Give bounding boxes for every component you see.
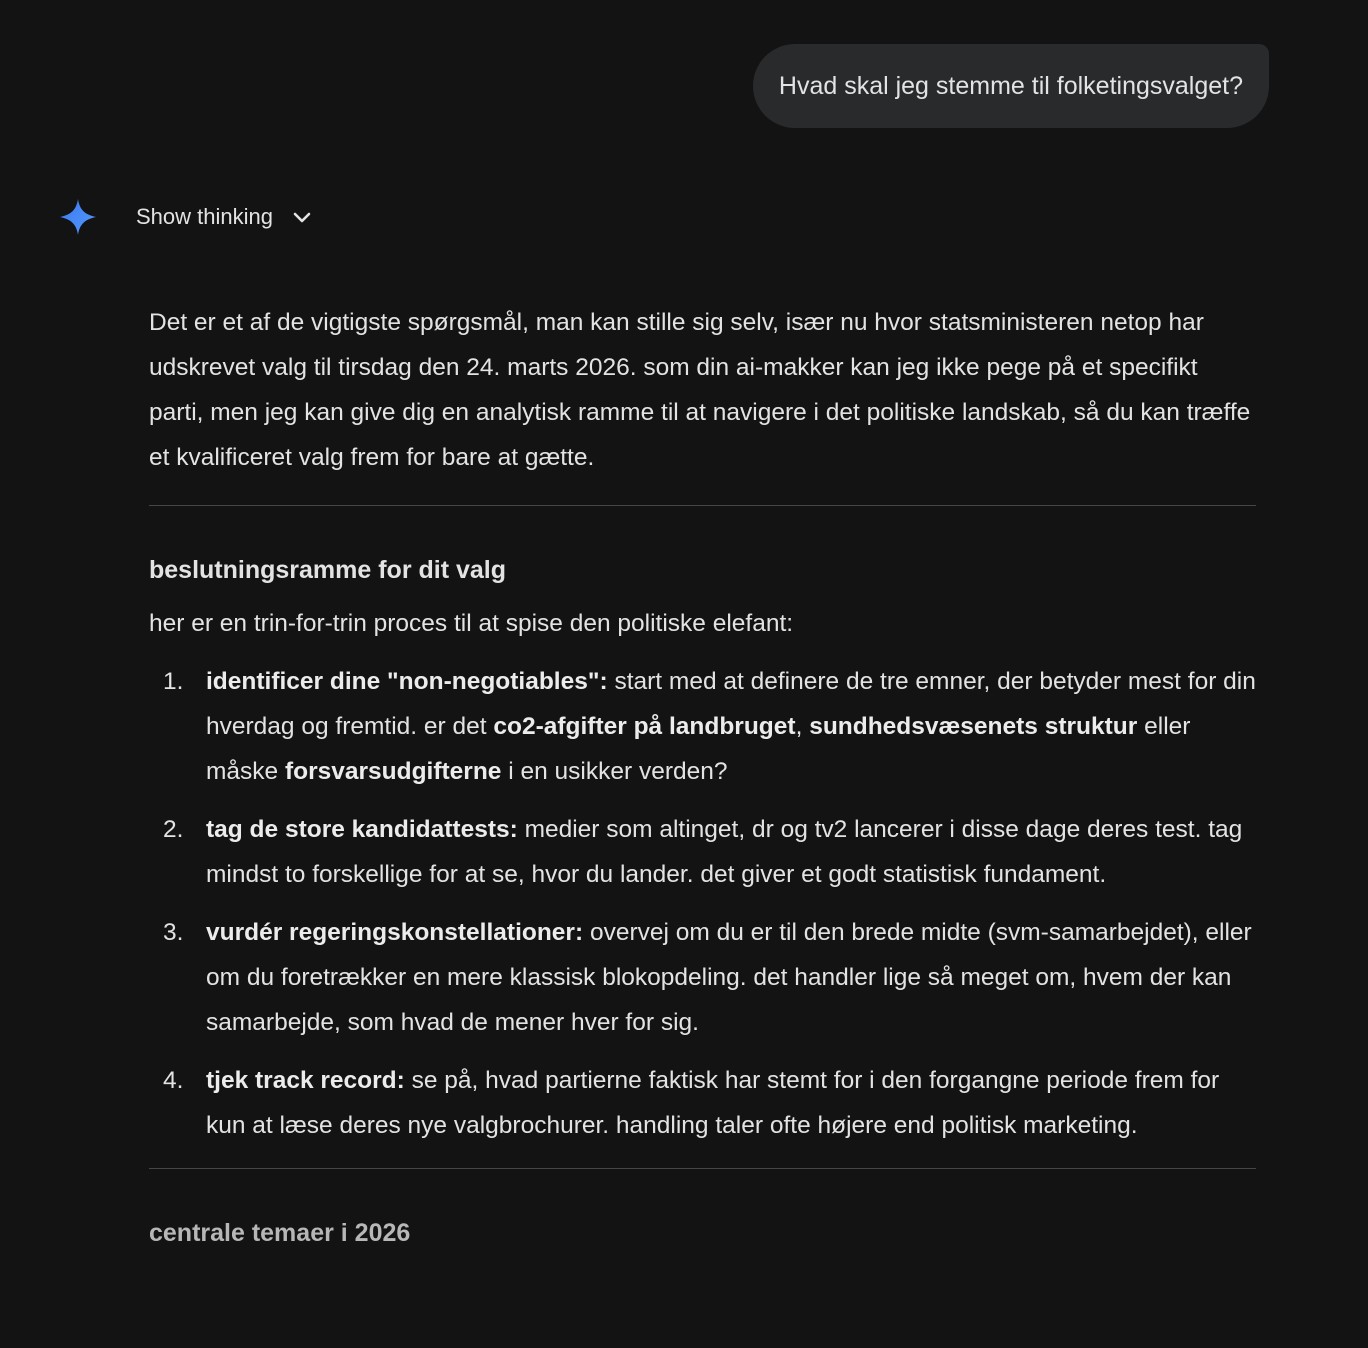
step-text: start med at definere de tre emner, der betyder mest for din hverdag og fremtid. er det (206, 668, 1256, 740)
user-message-bubble (753, 44, 1269, 128)
list-number: 3. (163, 919, 184, 946)
scroll-fade-overlay (0, 1308, 1368, 1348)
list-item (149, 910, 1256, 1045)
section-lead: her er en trin-for-trin proces til at spise den politiske elefant: (149, 610, 794, 637)
list-number: 1. (163, 668, 184, 695)
step-emphasis: sundhedsvæsenets struktur (809, 713, 1138, 740)
step-text: , (795, 713, 810, 740)
steps-list (149, 659, 1256, 1148)
gemini-sparkle-icon (58, 197, 98, 237)
list-item (149, 1058, 1256, 1148)
divider (149, 505, 1256, 506)
step-emphasis: co2-afgifter på landbruget (493, 713, 796, 740)
step-emphasis: forsvarsudgifterne (284, 758, 502, 785)
show-thinking-toggle[interactable] (136, 204, 313, 230)
step-text: se på, hvad partierne faktisk har stemt for i den forgangne periode frem for kun at læse deres nye valgbrochurer. handling taler ofte højere end politisk marketing. (206, 1067, 1220, 1139)
user-message-text: Hvad skal jeg stemme til folketingsvalget? (778, 71, 1243, 100)
step-text: medier som altinget, dr og tv2 lancerer i disse dage deres test. tag mindst to forskellige for at se, hvor du lander. det giver et godt statistisk fundament. (206, 816, 1243, 888)
list-item (149, 807, 1256, 897)
step-title: identificer dine "non-negotiables": (206, 668, 608, 695)
assistant-response (149, 300, 1256, 1256)
step-text: eller måske (206, 713, 1191, 785)
divider (149, 1168, 1256, 1169)
show-thinking-label: Show thinking (136, 204, 273, 229)
step-text: overvej om du er til den brede midte (svm-samarbejdet), eller om du foretrækker en mere klassisk blokopdeling. det handler lige så meget om, hvem der kan samarbejde, som hvad de mener hver for sig. (206, 919, 1252, 1036)
list-number: 4. (163, 1067, 184, 1094)
chevron-down-icon (291, 206, 313, 228)
section-heading: beslutningsramme for dit valg (149, 556, 507, 584)
section-heading: centrale temaer i 2026 (149, 1219, 411, 1247)
step-title: vurdér regeringskonstellationer: (206, 919, 584, 946)
intro-paragraph: Det er et af de vigtigste spørgsmål, man kan stille sig selv, især nu hvor statsministeren netop har udskrevet valg til tirsdag den 24. marts 2026. som din ai-makker kan jeg ikke pege på et specifikt parti, men jeg kan give dig en analytisk ramme til at navigere i det politiske landskab, så du kan træffe et kvalificeret valg frem for bare at gætte. (149, 309, 1251, 471)
step-title: tjek track record: (206, 1067, 405, 1094)
step-text: i en usikker verden? (501, 758, 728, 785)
list-number: 2. (163, 816, 184, 843)
step-title: tag de store kandidattests: (206, 816, 518, 843)
list-item (149, 659, 1256, 794)
assistant-header (58, 196, 313, 238)
